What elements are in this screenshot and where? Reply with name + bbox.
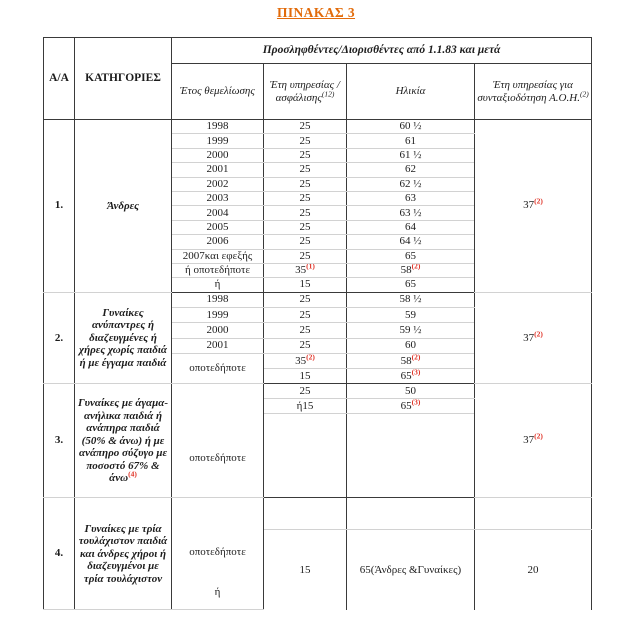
table-row — [44, 384, 592, 399]
cell-pension: 37$^{(2)}$ — [475, 120, 592, 293]
cell-year: ή — [172, 278, 264, 292]
cell-service: 25 — [264, 163, 347, 177]
cell-num: 3. — [44, 384, 75, 498]
page-title: ΠΙΝΑΚΑΣ 3 — [276, 5, 356, 20]
cell-service: 35$^{(2)}$ — [264, 353, 347, 368]
cell-service: 25 — [264, 148, 347, 162]
cell-age: 65 — [347, 278, 475, 292]
cell-service: 15 — [264, 530, 347, 610]
table-row — [44, 498, 592, 530]
cell-age: 58$^{(2)}$ — [347, 263, 475, 277]
cell-category: Γυναίκες ανύπαντρες ή διαζευγμένες ή χήρες χωρίς παιδιά ή με έγγαμα παιδιά — [75, 292, 172, 384]
cell-year: 2001 — [172, 163, 264, 177]
cell-year: 2000 — [172, 148, 264, 162]
pension-table — [43, 37, 592, 610]
cell-year: ή οποτεδήποτε — [172, 263, 264, 277]
cell-year: 2006 — [172, 235, 264, 249]
cell-age: 61 ½ — [347, 148, 475, 162]
cell-service: 15 — [264, 278, 347, 292]
cell-age: 64 ½ — [347, 235, 475, 249]
table-row — [44, 120, 592, 134]
cell-pension: 37$^{(2)}$ — [475, 292, 592, 384]
cell-category: Άνδρες — [75, 120, 172, 293]
cell-age: 63 ½ — [347, 206, 475, 220]
header-row-merged — [44, 38, 592, 64]
cell-service: 25 — [264, 323, 347, 338]
cell-service: 25 — [264, 307, 347, 322]
cell-pension: 20 — [475, 530, 592, 610]
cell-service: 25 — [264, 134, 347, 148]
cell-age: 50 — [347, 384, 475, 399]
cell-service: 25 — [264, 249, 347, 263]
column-header-categories: ΚΑΤΗΓΟΡΙΕΣ — [75, 38, 172, 120]
cell-year: οποτεδήποτε — [172, 384, 264, 498]
cell-year: οποτεδήποτε ή — [172, 498, 264, 610]
cell-age — [347, 498, 475, 530]
cell-age: 58$^{(2)}$ — [347, 353, 475, 368]
cell-age: 65$^{(3)}$ — [347, 399, 475, 414]
cell-service: 25 — [264, 120, 347, 134]
cell-age: 65$^{(3)}$ — [347, 369, 475, 384]
table-body — [44, 120, 592, 610]
table-row — [44, 292, 592, 307]
cell-pension — [475, 498, 592, 530]
cell-service: 25 — [264, 206, 347, 220]
cell-age: 61 — [347, 134, 475, 148]
cell-year: 2003 — [172, 191, 264, 205]
column-header-year: Έτος θεμελίωσης — [172, 64, 264, 120]
cell-age: 62 — [347, 163, 475, 177]
cell-age: 64 — [347, 220, 475, 234]
cell-year: 1998 — [172, 292, 264, 307]
cell-service: 25 — [264, 220, 347, 234]
cell-service: 25 — [264, 338, 347, 353]
column-header-pension: Έτη υπηρεσίας για συνταξιοδότηση Α.Ο.Η.$^{(2)}$ — [475, 64, 592, 120]
cell-year: οποτεδήποτε — [172, 353, 264, 384]
cell-service — [264, 498, 347, 530]
cell-year: 2001 — [172, 338, 264, 353]
cell-age: 60 ½ — [347, 120, 475, 134]
column-header-service: Έτη υπηρεσίας /ασφάλισης$^{(12)}$ — [264, 64, 347, 120]
cell-age: 63 — [347, 191, 475, 205]
cell-age — [347, 414, 475, 498]
cell-year: 1999 — [172, 134, 264, 148]
cell-service: ή15 — [264, 399, 347, 414]
cell-age: 65(Άνδρες &Γυναίκες) — [347, 530, 475, 610]
cell-service: 25 — [264, 191, 347, 205]
cell-age: 59 ½ — [347, 323, 475, 338]
cell-service — [264, 414, 347, 498]
column-header-age: Ηλικία — [347, 64, 475, 120]
cell-num: 4. — [44, 498, 75, 610]
cell-year: 2005 — [172, 220, 264, 234]
cell-year: 2007και εφεξής — [172, 249, 264, 263]
cell-age: 60 — [347, 338, 475, 353]
cell-pension: 37$^{(2)}$ — [475, 384, 592, 498]
cell-year: 1999 — [172, 307, 264, 322]
cell-service: 25 — [264, 177, 347, 191]
cell-num: 1. — [44, 120, 75, 293]
cell-age: 62 ½ — [347, 177, 475, 191]
cell-year: 1998 — [172, 120, 264, 134]
cell-year: 2000 — [172, 323, 264, 338]
cell-service: 25 — [264, 384, 347, 399]
cell-service: 15 — [264, 369, 347, 384]
cell-num: 2. — [44, 292, 75, 384]
cell-age: 59 — [347, 307, 475, 322]
cell-year: 2002 — [172, 177, 264, 191]
cell-category: Γυναίκες με τρία τουλάχιστον παιδιά και άνδρες χήροι ή διαζευγμένοι με τρία τουλάχιστον — [75, 498, 172, 610]
cell-age: 58 ½ — [347, 292, 475, 307]
cell-service: 35$^{(1)}$ — [264, 263, 347, 277]
cell-year: 2004 — [172, 206, 264, 220]
column-header-aa: Α/Α — [44, 38, 75, 120]
cell-service: 25 — [264, 292, 347, 307]
cell-category: Γυναίκες με άγαμα-ανήλικα παιδιά ή ανάπηρα παιδιά (50% & άνω) ή με ανάπηρο σύζυγο με ποσοστό 67% & άνω$^{(4)}$ — [75, 384, 172, 498]
cell-age: 65 — [347, 249, 475, 263]
column-header-merged: Προσληφθέντες/Διορισθέντες από 1.1.83 και μετά — [172, 38, 592, 64]
cell-service: 25 — [264, 235, 347, 249]
